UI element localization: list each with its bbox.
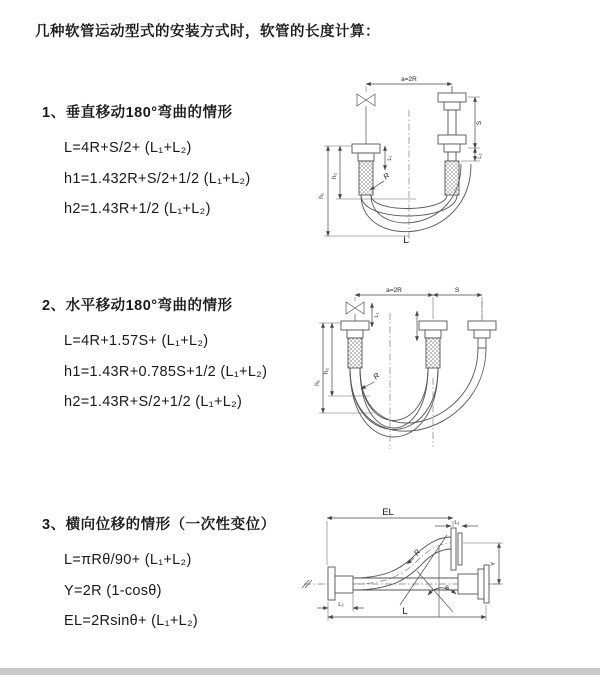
diagram-lateral-displacement — [300, 505, 595, 645]
flange — [468, 321, 496, 330]
section-1-formulas — [64, 133, 251, 225]
page-title: 几种软管运动型式的安装方式时，软管的长度计算： — [35, 24, 380, 40]
braided-hose-section — [426, 338, 440, 368]
flange — [478, 569, 484, 599]
section-3-heading: 3、横向位移的情形（一次性变位） — [42, 517, 276, 533]
dim-label-h1: h₁ — [318, 193, 325, 199]
valve-icon — [346, 302, 364, 314]
section-horizontal-180 — [42, 297, 267, 418]
flange — [484, 565, 489, 603]
dim-label-h2: h₂ — [323, 367, 330, 375]
flange — [444, 144, 460, 152]
braided-hose-section — [445, 161, 459, 195]
diagram-vertical-180-bend — [306, 66, 596, 262]
dim-label-a2r: a=2R — [386, 287, 402, 294]
dim-label-l: L — [402, 606, 408, 617]
formula: h1=1.432R+S/2+1/2 (L₁+L₂) — [64, 170, 251, 187]
flange — [438, 93, 466, 102]
section-lateral-displacement — [42, 516, 276, 637]
flange — [328, 567, 335, 600]
dim-label-s: S — [476, 120, 483, 126]
dim-label-l1: L₁ — [374, 312, 380, 318]
flange — [458, 533, 462, 565]
formula: h1=1.43R+0.785S+1/2 (L₁+L₂) — [64, 363, 268, 380]
flange — [419, 321, 447, 330]
pipe-neck — [458, 574, 478, 594]
formula: L=πRθ/90+ (L₁+L₂) — [64, 552, 192, 569]
dim-label-y: Y — [490, 561, 497, 567]
section-2-heading: 2、水平移动180°弯曲的情形 — [42, 298, 233, 314]
hose-curve — [360, 348, 478, 423]
section-1-heading: 1、垂直移动180°弯曲的情形 — [42, 105, 233, 121]
page-bottom-edge — [0, 668, 600, 675]
dim-label-theta: θ — [445, 585, 449, 592]
dim-label-r: R — [411, 547, 423, 558]
formula: Y=2R (1-cosθ) — [64, 582, 162, 599]
diagram-horizontal-180-bend — [305, 283, 595, 455]
section-3-formulas — [64, 545, 276, 637]
dim-label-h1: h₁ — [314, 380, 321, 386]
reference-diagonal — [400, 535, 447, 605]
section-vertical-180 — [42, 104, 251, 225]
flange — [352, 144, 380, 153]
braided-hose-section — [359, 161, 373, 195]
pipe-tube — [448, 110, 456, 135]
dim-label-el: EL — [382, 507, 394, 518]
formula: h2=1.43R+S/2+1/2 (L₁+L₂) — [64, 394, 243, 411]
pipe-neck — [335, 576, 353, 593]
formula: L=4R+S/2+ (L₁+L₂) — [64, 140, 192, 157]
dim-label-l1: L₁ — [387, 155, 393, 161]
flange — [438, 135, 466, 144]
pipe-neck — [448, 152, 456, 161]
dim-label-l: L — [403, 235, 409, 246]
flange — [451, 528, 456, 570]
dim-label-l1: L₁ — [454, 520, 460, 526]
section-2-formulas — [64, 326, 267, 418]
pipe-neck — [478, 338, 486, 348]
dim-label-l2: L₂ — [338, 602, 344, 608]
valve-icon — [357, 94, 375, 106]
dim-label-r: R — [371, 370, 382, 382]
flange — [425, 330, 441, 338]
formula: h2=1.43R+1/2 (L₁+L₂) — [64, 201, 211, 218]
flange — [347, 330, 363, 338]
radius-leader — [361, 382, 374, 389]
dim-label-a2r: a=2R — [401, 76, 417, 83]
flange — [341, 321, 369, 330]
braided-hose-section — [348, 338, 362, 368]
dim-label-l2: L₂ — [477, 153, 483, 159]
flange — [474, 330, 490, 338]
hose-curve — [350, 368, 438, 437]
hose-scurve — [353, 537, 451, 578]
dim-label-r: R — [381, 170, 392, 182]
dim-label-h2: h₂ — [331, 172, 338, 180]
flange — [358, 153, 374, 161]
dim-label-s: S — [454, 287, 460, 294]
flange — [444, 102, 460, 110]
formula: L=4R+1.57S+ (L₁+L₂) — [64, 333, 209, 350]
formula: EL=2Rsinθ+ (L₁+L₂) — [64, 613, 199, 630]
